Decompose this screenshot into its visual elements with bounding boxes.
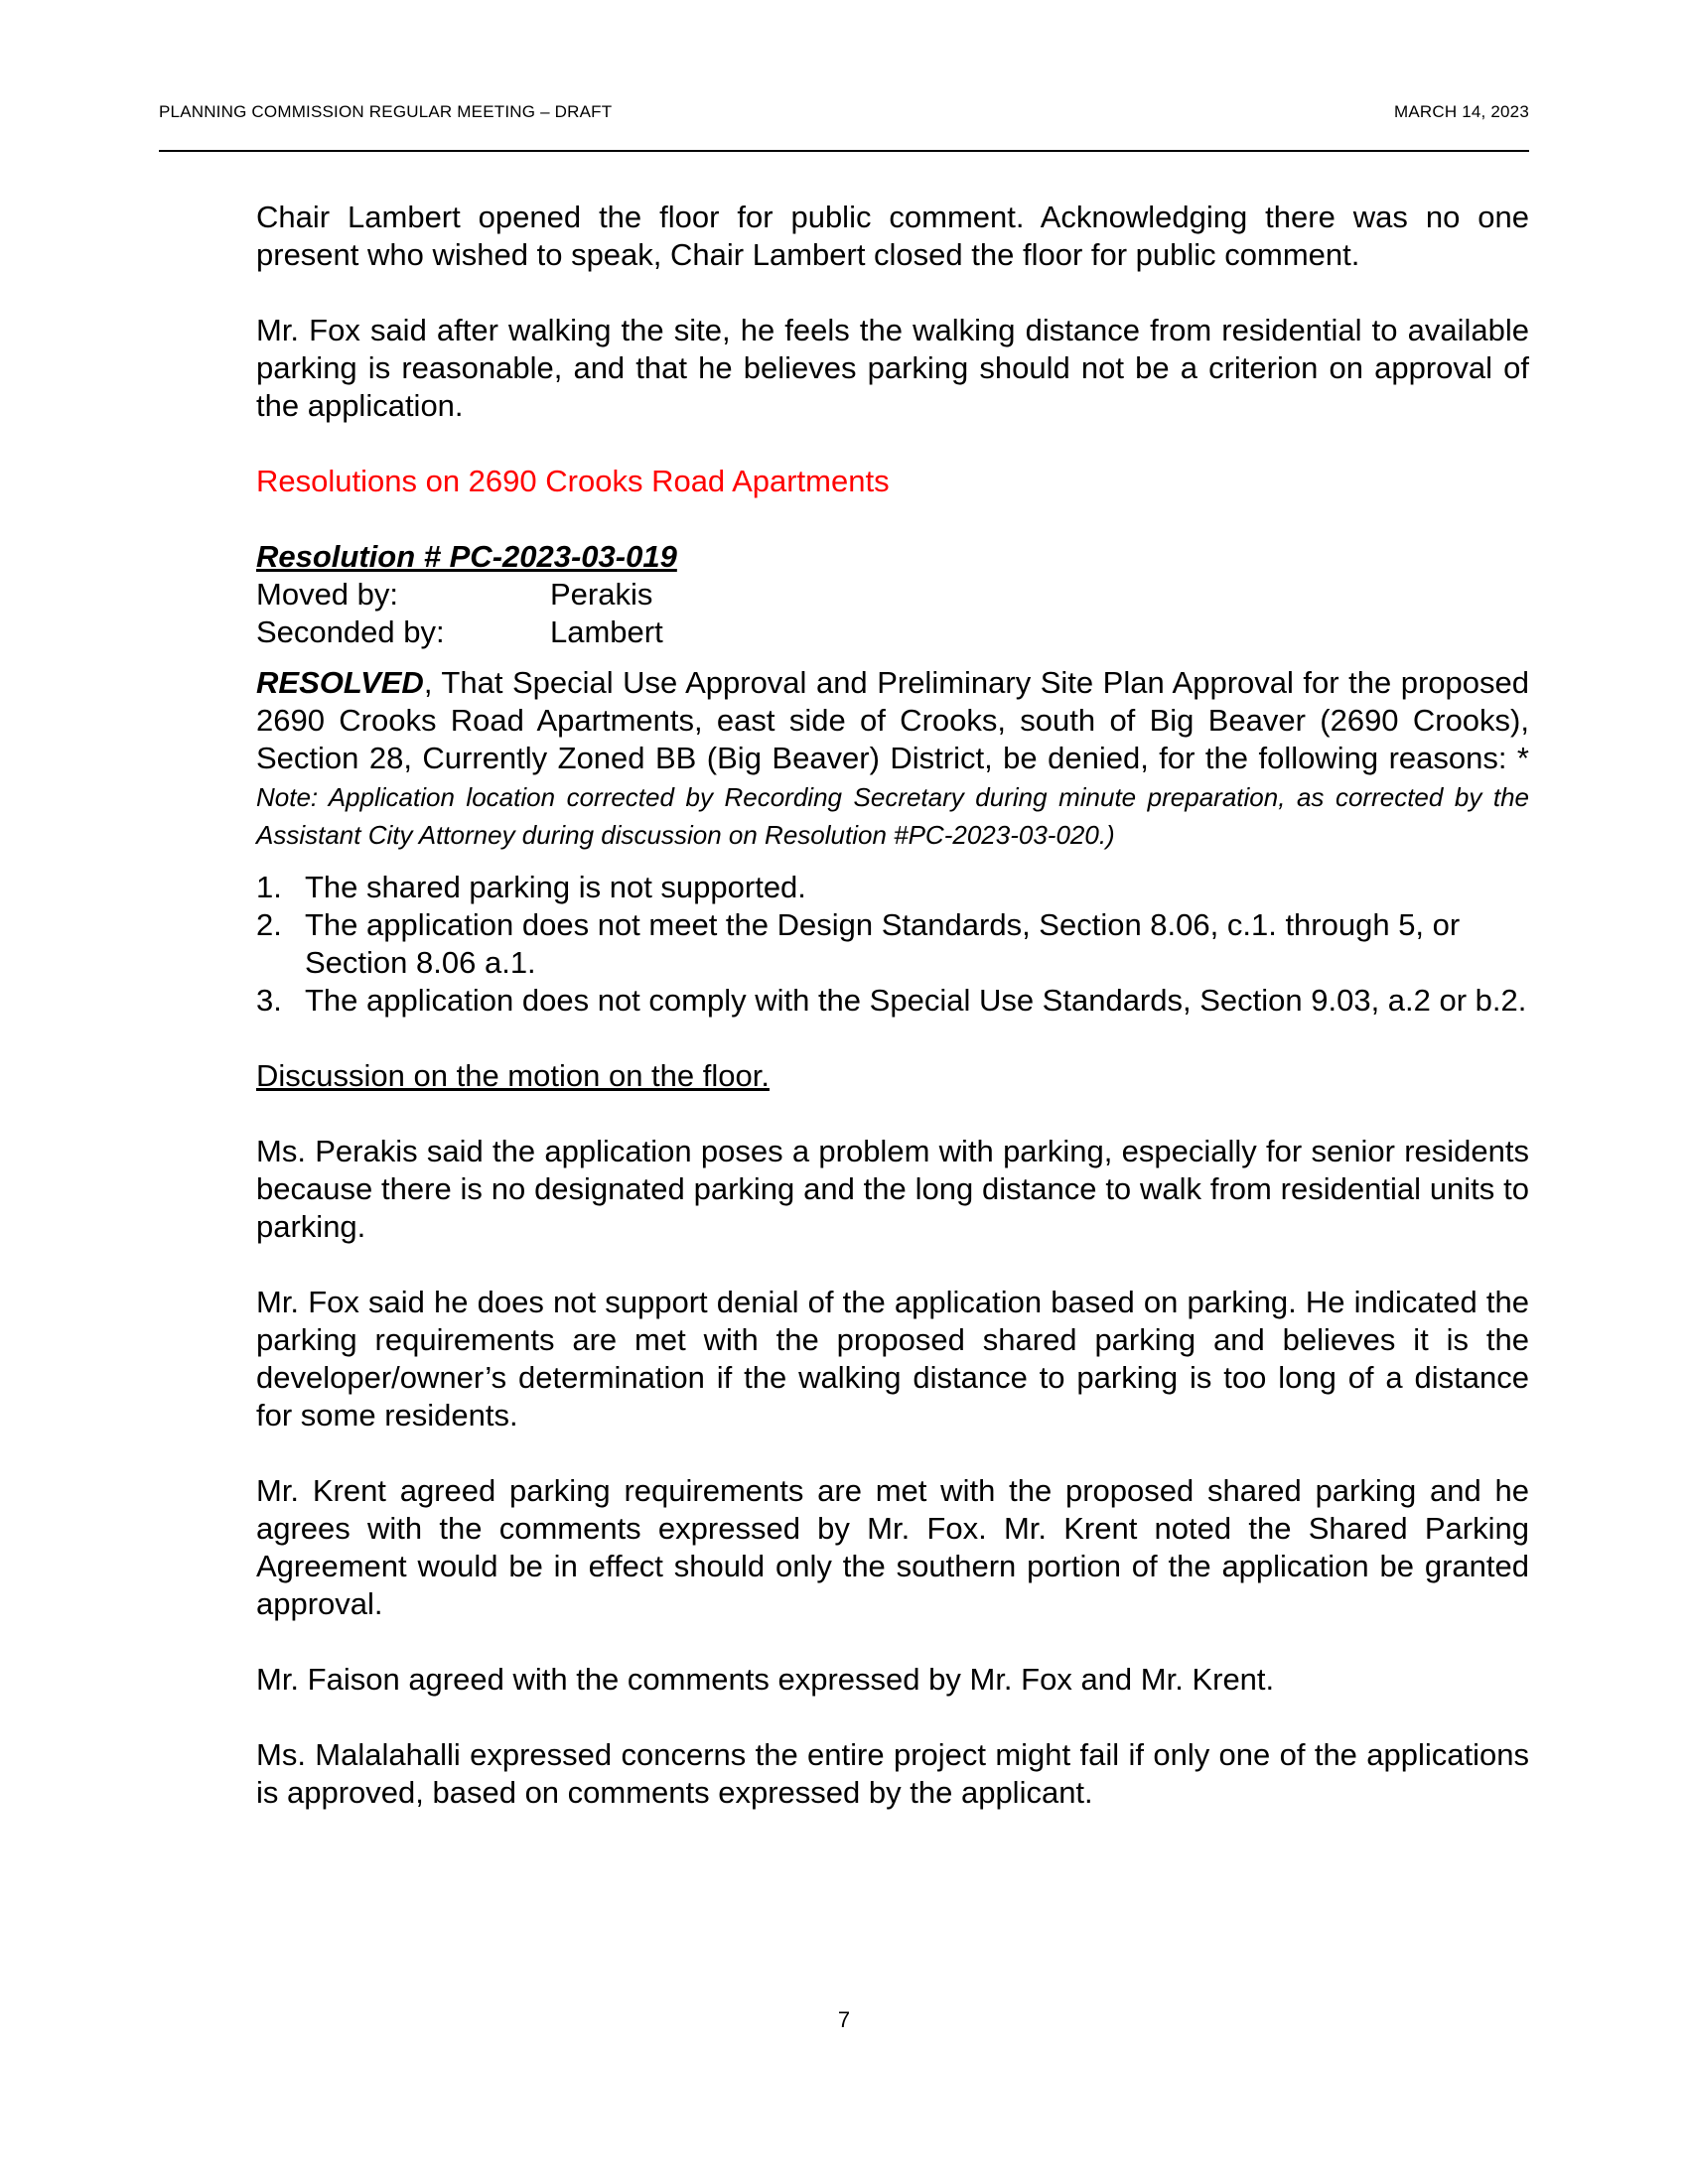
moved-by-row	[256, 576, 1529, 614]
list-item-number: 3.	[256, 983, 282, 1018]
document-body	[256, 199, 1529, 1812]
resolution-title: Resolution # PC-2023-03-019	[256, 539, 677, 574]
header-date: MARCH 14, 2023	[1393, 102, 1529, 121]
paragraph-perakis: Ms. Perakis said the application poses a problem with parking, especially for senior residents because there is no designated parking and the long distance to walk from residential units to parking.	[256, 1134, 1529, 1244]
paragraph-krent: Mr. Krent agreed parking requirements are met with the proposed shared parking and he agrees with the comments expressed by Mr. Fox. Mr. Krent noted the Shared Parking Agreement would be in effect should only the southern portion of the application be granted approval.	[256, 1473, 1529, 1621]
list-item-number: 2.	[256, 907, 282, 942]
list-item	[256, 869, 1529, 906]
list-item-number: 1.	[256, 870, 282, 904]
reasons-list	[256, 869, 1529, 1020]
list-item-text: The application does not meet the Design Standards, Section 8.06, c.1. through 5, or Section 8.06 a.1.	[305, 907, 1461, 980]
section-heading: Resolutions on 2690 Crooks Road Apartments	[256, 464, 890, 498]
resolution-title-line	[256, 538, 1529, 576]
resolved-word: RESOLVED	[256, 665, 424, 700]
paragraph-public-comment: Chair Lambert opened the floor for public comment. Acknowledging there was no one present who wished to speak, Chair Lambert closed the floor for public comment.	[256, 200, 1529, 272]
paragraph-fox: Mr. Fox said he does not support denial of the application based on parking. He indicated the parking requirements are met with the proposed shared parking and believes it is the developer/owner’s determination if the walking distance to parking is too long of a distance for some residents.	[256, 1285, 1529, 1433]
paragraph-faison: Mr. Faison agreed with the comments expressed by Mr. Fox and Mr. Krent.	[256, 1662, 1275, 1697]
resolved-text: , That Special Use Approval and Preliminary Site Plan Approval for the proposed 2690 Crooks Road Apartments, east side of Crooks, south of Big Beaver (2690 Crooks), Section 28, Currently Zoned BB (Big Beaver) District, be denied, for the following reasons: *	[256, 665, 1529, 775]
resolved-paragraph	[256, 664, 1529, 853]
seconded-by-row	[256, 614, 1529, 651]
moved-by-value: Perakis	[550, 577, 653, 612]
list-item	[256, 906, 1529, 982]
header-meeting-title: PLANNING COMMISSION REGULAR MEETING – DRAFT	[159, 102, 613, 121]
resolution-note: Note: Application location corrected by Recording Secretary during minute preparation, as corrected by the Assistant City Attorney during discussion on Resolution #PC-2023-03-020.)	[256, 782, 1529, 850]
list-item-text: The application does not comply with the Special Use Standards, Section 9.03, a.2 or b.2.	[305, 983, 1527, 1018]
discussion-heading-line	[256, 1057, 1529, 1095]
seconded-by-label: Seconded by:	[256, 614, 445, 649]
page-header	[159, 102, 1529, 152]
moved-by-label: Moved by:	[256, 577, 399, 612]
list-item	[256, 982, 1529, 1020]
discussion-heading: Discussion on the motion on the floor.	[256, 1058, 770, 1093]
paragraph-fox-comment: Mr. Fox said after walking the site, he feels the walking distance from residential to available parking is reasonable, and that he believes parking should not be a criterion on approval of the application.	[256, 313, 1529, 423]
seconded-by-value: Lambert	[550, 614, 663, 649]
list-item-text: The shared parking is not supported.	[305, 870, 806, 904]
page-number: 7	[837, 2007, 851, 2032]
paragraph-malalahalli: Ms. Malalahalli expressed concerns the entire project might fail if only one of the applications is approved, based on comments expressed by the applicant.	[256, 1737, 1529, 1810]
